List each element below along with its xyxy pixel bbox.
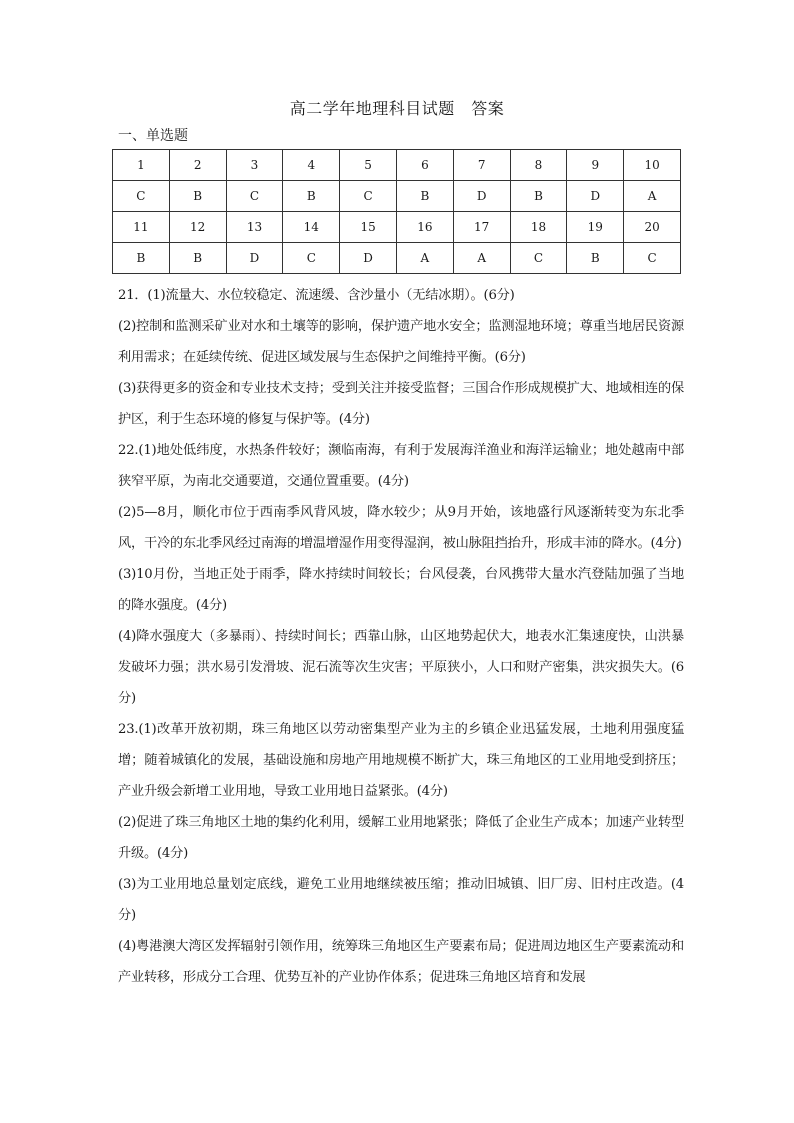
table-cell: B	[510, 181, 567, 212]
table-row	[113, 181, 681, 212]
table-cell: 5	[340, 150, 397, 181]
table-cell: C	[226, 181, 283, 212]
table-cell: 16	[396, 212, 453, 243]
paragraph-21-2: (2)控制和监测采矿业对水和土壤等的影响，保护遗产地水安全；监测湿地环境；尊重当地居民资源利用需求；在延续传统、促进区域发展与生态保护之间维持平衡。(6分)	[118, 319, 684, 365]
table-cell: 7	[453, 150, 510, 181]
table-cell: B	[113, 243, 170, 274]
table-cell: C	[113, 181, 170, 212]
table-cell: B	[169, 243, 226, 274]
table-cell: 1	[113, 150, 170, 181]
table-cell: A	[453, 243, 510, 274]
table-cell: C	[510, 243, 567, 274]
page-title: 高二学年地理科目试题 答案	[289, 99, 505, 118]
table-cell: 11	[113, 212, 170, 243]
table-cell: B	[396, 181, 453, 212]
table-cell: 15	[340, 212, 397, 243]
paragraph-22-3: (3)10月份，当地正处于雨季，降水持续时间较长；台风侵袭，台风携带大量水汽登陆加强了当地的降水强度。(4分)	[118, 567, 684, 613]
table-cell: A	[396, 243, 453, 274]
paragraph-22-1: 22.(1)地处低纬度，水热条件较好；濒临南海，有利于发展海洋渔业和海洋运输业；地处越南中部狭窄平原，为南北交通要道，交通位置重要。(4分)	[118, 443, 684, 489]
paragraph-22-4: (4)降水强度大（多暴雨）、持续时间长；西靠山脉，山区地势起伏大，地表水汇集速度快，山洪暴发破坏力强；洪水易引发滑坡、泥石流等次生灾害；平原狭小，人口和财产密集，洪灾损失大。(6分)	[118, 629, 684, 706]
table-cell: 8	[510, 150, 567, 181]
table-cell: D	[453, 181, 510, 212]
table-cell: A	[624, 181, 681, 212]
table-cell: 2	[169, 150, 226, 181]
paragraph-23-3: (3)为工业用地总量划定底线，避免工业用地继续被压缩；推动旧城镇、旧厂房、旧村庄改造。(4分)	[118, 877, 684, 923]
table-cell: 14	[283, 212, 340, 243]
answer-table	[112, 149, 681, 274]
table-cell: 12	[169, 212, 226, 243]
table-cell: B	[283, 181, 340, 212]
table-cell: D	[226, 243, 283, 274]
table-cell: 17	[453, 212, 510, 243]
table-cell: C	[283, 243, 340, 274]
paragraph-21-1: 21．(1)流量大、水位较稳定、流速缓、含沙量小（无结冰期）。(6分)	[118, 288, 515, 303]
table-cell: C	[340, 181, 397, 212]
paragraph-23-4: (4)粤港澳大湾区发挥辐射引领作用，统筹珠三角地区生产要素布局；促进周边地区生产要素流动和产业转移，形成分工合理、优势互补的产业协作体系；促进珠三角地区培育和发展	[118, 939, 684, 985]
paragraph-23-2: (2)促进了珠三角地区土地的集约化利用，缓解工业用地紧张；降低了企业生产成本；加速产业转型升级。(4分)	[118, 815, 684, 861]
table-cell: 19	[567, 212, 624, 243]
table-cell: 4	[283, 150, 340, 181]
table-cell: 13	[226, 212, 283, 243]
table-cell: B	[567, 243, 624, 274]
paragraph-22-2: (2)5—8月，顺化市位于西南季风背风坡，降水较少；从9月开始，该地盛行风逐渐转变为东北季风，干冷的东北季风经过南海的增温增湿作用变得湿润，被山脉阻挡抬升，形成丰沛的降水。(4分)	[118, 505, 684, 551]
table-cell: D	[340, 243, 397, 274]
table-cell: 18	[510, 212, 567, 243]
table-cell: 3	[226, 150, 283, 181]
paragraph-21-3: (3)获得更多的资金和专业技术支持；受到关注并接受监督；三国合作形成规模扩大、地域相连的保护区，利于生态环境的修复与保护等。(4分)	[118, 381, 684, 427]
paragraph-23-1: 23.(1)改革开放初期，珠三角地区以劳动密集型产业为主的乡镇企业迅猛发展，土地利用强度猛增；随着城镇化的发展，基础设施和房地产用地规模不断扩大，珠三角地区的工业用地受到挤压；产业升级会新增工业用地，导致工业用地日益紧张。(4分)	[118, 722, 684, 799]
table-cell: 6	[396, 150, 453, 181]
table-row	[113, 212, 681, 243]
table-cell: B	[169, 181, 226, 212]
table-cell: 20	[624, 212, 681, 243]
table-cell: 9	[567, 150, 624, 181]
answer-text	[118, 280, 684, 993]
section-heading: 一、单选题	[118, 128, 188, 144]
table-cell: C	[624, 243, 681, 274]
table-cell: 10	[624, 150, 681, 181]
table-row	[113, 150, 681, 181]
table-row	[113, 243, 681, 274]
table-cell: D	[567, 181, 624, 212]
